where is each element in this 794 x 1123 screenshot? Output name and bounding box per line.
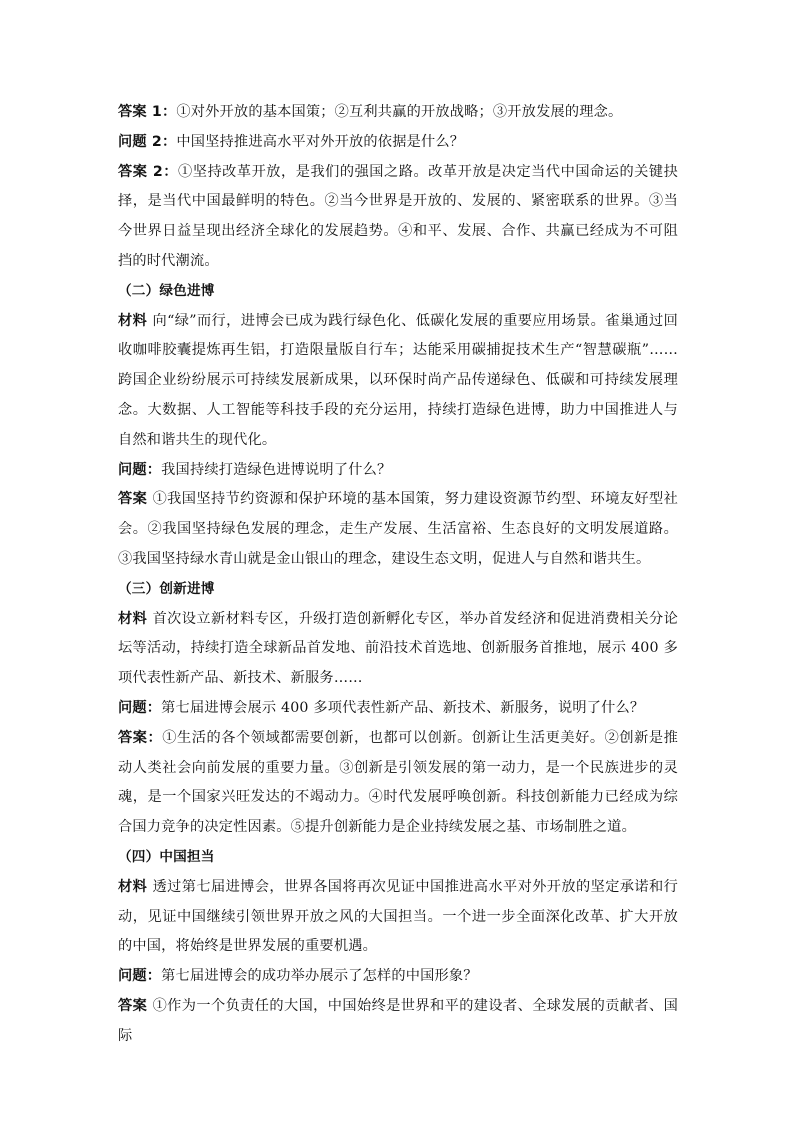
answer-innovation <box>118 724 678 843</box>
answer-innovation-text: ①生活的各个领域都需要创新，也都可以创新。创新让生活更美好。②创新是推动人类社会向前发展的重要力量。③创新是引领发展的第一动力，是一个民族进步的灵魂，是一个国家兴旺发达的不竭动力。④时代发展呼唤创新。科技创新能力已经成为综合国力竞争的决定性因素。⑤提升创新能力是企业持续发展之基、市场制胜之道。 <box>118 729 678 836</box>
answer-2 <box>118 158 678 277</box>
question-china-text: 第七届进博会的成功举办展示了怎样的中国形象？ <box>161 968 478 985</box>
material-innovation-text: 首次设立新材料专区，升级打造创新孵化专区，举办首发经济和促进消费相关分论坛等活动，持续打造全球新品首发地、前沿技术首选地、创新服务首推地，展示 400 多项代表性新产品、新技术、新服务…… <box>118 610 678 687</box>
material-green-label: 材料 <box>118 312 153 329</box>
section-heading-green-expo: （二）绿色进博 <box>118 282 215 299</box>
material-china <box>118 873 678 962</box>
answer-china-text: ①作为一个负责任的大国，中国始终是世界和平的建设者、全球发展的贡献者、国际 <box>118 997 678 1044</box>
answer-green-text: ①我国坚持节约资源和保护环境的基本国策，努力建设资源节约型、环境友好型社会。②我国坚持绿色发展的理念，走生产发展、生活富裕、生态良好的文明发展道路。③我国坚持绿水青山就是金山银山的理念，建设生态文明，促进人与自然和谐共生。 <box>118 491 678 567</box>
document-page <box>118 98 678 1052</box>
question-innovation <box>118 694 678 724</box>
answer-2-label: 答案 2： <box>118 163 179 180</box>
question-innovation-text: 第七届进博会展示 400 多项代表性新产品、新技术、新服务，说明了什么？ <box>161 699 645 716</box>
answer-green <box>118 485 678 574</box>
question-green <box>118 456 678 486</box>
material-china-label: 材料 <box>118 878 153 895</box>
question-green-label: 问题： <box>118 461 162 478</box>
answer-china-label: 答案 <box>118 997 153 1014</box>
question-green-text: 我国持续打造绿色进博说明了什么？ <box>161 461 392 478</box>
material-innovation-label: 材料 <box>118 610 153 627</box>
question-china-label: 问题： <box>118 968 162 985</box>
answer-1-label: 答案 1： <box>118 104 177 120</box>
answer-1 <box>118 98 678 128</box>
question-2-text: 中国坚持推进高水平对外开放的依据是什么？ <box>176 133 465 150</box>
section-heading-innovation-expo: （三）创新进博 <box>118 580 215 597</box>
question-china <box>118 962 678 992</box>
material-china-text: 透过第七届进博会，世界各国将再次见证中国推进高水平对外开放的坚定承诺和行动，见证中国继续引领世界开放之风的大国担当。一个进一步全面深化改革、扩大开放的中国，将始终是世界发展的重要机遇。 <box>118 878 678 955</box>
answer-2-text: ①坚持改革开放，是我们的强国之路。改革开放是决定当代中国命运的关键抉择，是当代中国最鲜明的特色。②当今世界是开放的、发展的、紧密联系的世界。③当今世界日益呈现出经济全球化的发展趋势。④和平、发展、合作、共赢已经成为不可阻挡的时代潮流。 <box>118 163 678 269</box>
answer-1-text: ①对外开放的基本国策；②互利共赢的开放战略；③开放发展的理念。 <box>176 104 623 120</box>
section-heading-china-responsibility: （四）中国担当 <box>118 848 215 865</box>
question-2 <box>118 128 678 158</box>
answer-innovation-label: 答案： <box>118 729 163 746</box>
answer-china <box>118 992 678 1052</box>
question-2-label: 问题 2： <box>118 133 177 150</box>
material-green-text: 向“绿”而行，进博会已成为践行绿色化、低碳化发展的重要应用场景。雀巢通过回收咖啡胶囊提炼再生铝，打造限量版自行车；达能采用碳捕捉技术生产“智慧碳瓶”……跨国企业纷纷展示可持续发展新成果，以环保时尚产品传递绿色、低碳和可持续发展理念。大数据、人工智能等科技手段的充分运用，持续打造绿色进博，助力中国推进人与自然和谐共生的现代化。 <box>118 312 678 448</box>
material-innovation <box>118 605 678 694</box>
material-green <box>118 307 678 456</box>
question-innovation-label: 问题： <box>118 699 162 716</box>
answer-green-label: 答案 <box>118 491 153 508</box>
